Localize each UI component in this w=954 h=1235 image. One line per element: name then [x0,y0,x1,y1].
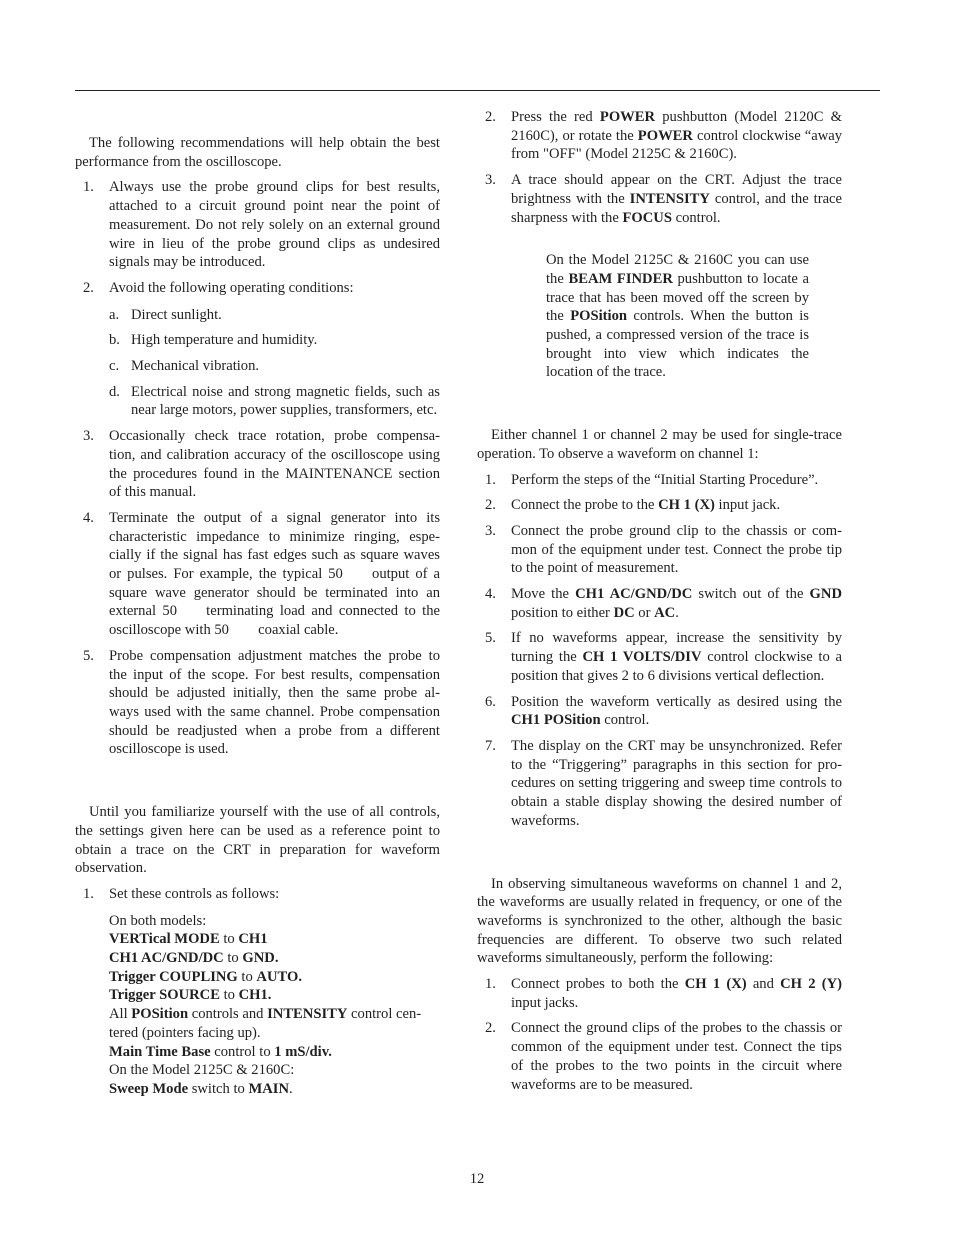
recommendation-item: 4. Terminate the output of a signal generator into its characteristic impedance to minimize ringing, espe- cially if the signal has fast edges such as square waves or pulses. For example, the typical 50 output of a square wave generator should be terminated into an external 50 terminating load and connected to the oscilloscope with 50 coaxial cable. [83,509,440,639]
recommendations-intro: The following recommendations will help obtain the best performance from the oscilloscope. [75,135,440,170]
condition-item: b. High temperature and humidity. [109,332,318,349]
dual-trace-intro: In observing simultaneous waveforms on channel 1 and 2, the waveforms are usually related in frequency, or one of the waveforms is synchronized to the other, although the basic frequencies are different. To observe two such related waveforms simultaneously, perform the following: [477,875,842,967]
condition-item: c. Mechanical vibration. [109,358,260,375]
page-number: 12 [469,1171,485,1187]
condition-item: d. Electrical noise and strong magnetic fields, such as near large motors, power supplies, transformers, etc. [109,383,440,419]
recommendation-item: 2. Avoid the following operating conditions: [83,279,354,296]
condition-item: a. Direct sunlight. [109,306,222,323]
recommendation-item: 1. Always use the probe ground clips for best results, attached to a circuit ground point near the point of measurement. Do not rely solely on an external ground wire in lieu of the probe ground clips as undesired signals may be introduced. [83,179,440,271]
right-column [477,108,842,1094]
procedure-step: 2. Connect the probe to the CH 1 (X) input jack. [485,497,781,514]
setting-line: All POSition controls and INTENSITY control cen- tered (pointers facing up). [109,1006,422,1041]
procedure-step: 6. Position the waveform vertically as desired using the CH1 POSition control. [485,693,842,729]
beam-finder-note: On the Model 2125C & 2160C you can use the BEAM FINDER pushbutton to locate a trace that has been moved off the screen by the POSition controls. When the button is pushed, a compressed version of the trace is brought into view which indicates the location of the trace. [546,252,809,381]
header-rule [75,90,880,91]
procedure-step: 2. Press the red POWER pushbutton (Model 2120C & 2160C), or rotate the POWER control clockwise “away from "OFF" (Model 2125C & 2160C). [485,109,843,163]
procedure-step: 5. If no waveforms appear, increase the sensitivity by turning the CH 1 VOLTS/DIV control clockwise to a position that gives 2 to 6 divisions vertical deflection. [485,630,842,684]
left-column [75,108,440,1099]
recommendation-item: 3. Occasionally check trace rotation, probe compensa- tion, and calibration accuracy of the oscilloscope using the procedures found in the MAINTENANCE section of this manual. [83,428,440,501]
procedure-step: 7. The display on the CRT may be unsynchronized. Refer to the “Triggering” paragraphs in this section for pro- cedures on setting triggering and sweep time controls to obtain a stable display showing the desired number of waveforms. [485,737,842,829]
procedure-step: 4. Move the CH1 AC/GND/DC switch out of the GND position to either DC or AC. [485,586,842,621]
single-trace-intro: Either channel 1 or channel 2 may be used for single-trace operation. To observe a waveform on channel 1: [477,427,842,462]
setting-line: Trigger SOURCE to CH1. [109,987,272,1004]
setting-line: CH1 AC/GND/DC to GND. [109,950,279,967]
setting-line: Trigger COUPLING to AUTO. [109,968,302,985]
control-settings [75,912,440,1099]
procedure-step: 1. Connect probes to both the CH 1 (X) and CH 2 (Y) input jacks. [485,976,842,1011]
starting-procedure-intro: Until you familiarize yourself with the use of all controls, the settings given here can be used as a reference point to obtain a trace on the CRT in preparation for waveform observation. [75,804,440,877]
recommendation-item: 5. Probe compensation adjustment matches the probe to the input of the scope. For best results, compensation should be adjusted initially, then the same probe al- ways used with the same channel. Probe compensation should be readjusted when a probe from a different oscilloscope is used. [83,647,440,758]
procedure-step: 1. Perform the steps of the “Initial Starting Procedure”. [485,471,819,488]
setting-line: VERTical MODE to CH1 [109,931,268,948]
procedure-step: 1. Set these controls as follows: [83,885,280,902]
settings-heading: On both models: [109,912,207,929]
setting-line: Sweep Mode switch to MAIN. [109,1080,293,1097]
procedure-step: 3. Connect the probe ground clip to the chassis or com- mon of the equipment under test. Connect the probe tip to the point of measurement. [485,522,842,577]
procedure-step: 2. Connect the ground clips of the probes to the chassis or common of the equipment under test. Connect the tips of the probes to the two points in the circuit where waveforms are to be measured. [485,1020,842,1093]
settings-heading: On the Model 2125C & 2160C: [109,1062,295,1079]
setting-line: Main Time Base control to 1 mS/div. [109,1043,332,1060]
procedure-step: 3. A trace should appear on the CRT. Adjust the trace brightness with the INTENSITY control, and the trace sharpness with the FOCUS control. [485,172,842,226]
